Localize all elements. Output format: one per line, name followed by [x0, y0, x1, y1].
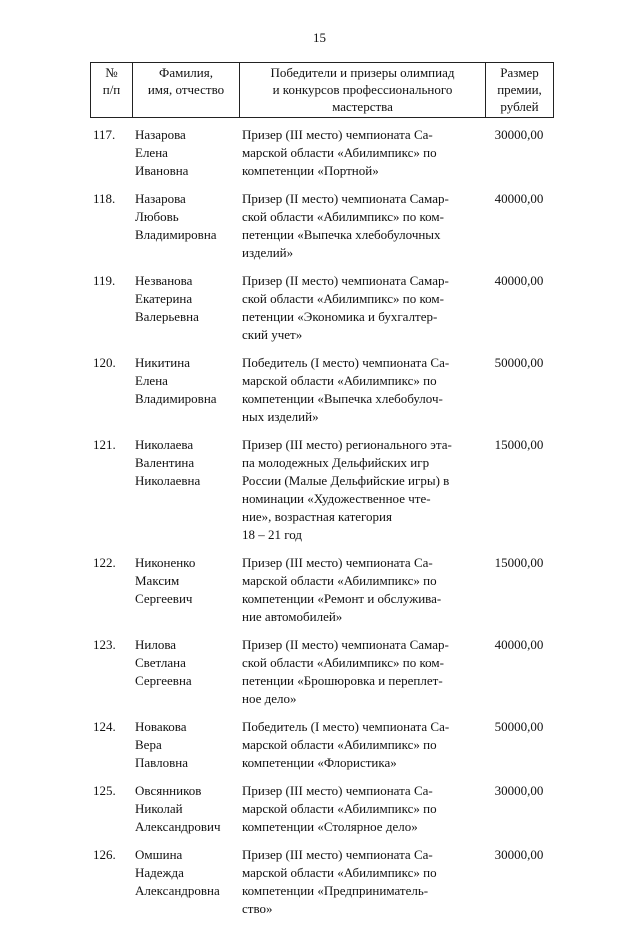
page-number: 15: [313, 30, 326, 45]
row-description: [239, 554, 485, 636]
row-number: 119.: [93, 273, 116, 288]
row-description: [239, 272, 485, 354]
row-amount: 50000,00: [494, 719, 544, 734]
table-row: [90, 272, 553, 354]
row-description: [239, 846, 485, 928]
row-description-line: ской области «Абилимпикс» по ком-: [242, 655, 444, 670]
header-number-line: п/п: [102, 82, 121, 97]
row-number: 125.: [93, 783, 116, 798]
header-description-line: и конкурсов профессионального: [272, 82, 453, 97]
row-description-line: 18 – 21 год: [242, 527, 302, 542]
row-description: [239, 354, 485, 436]
awardees-table: [90, 126, 553, 928]
row-name: [132, 846, 239, 928]
row-description: [239, 436, 485, 554]
row-description-line: Призер (III место) чемпионата Са-: [242, 783, 433, 798]
table-row: [90, 782, 553, 846]
row-amount: 40000,00: [494, 191, 544, 206]
row-name: [132, 354, 239, 436]
row-name: [132, 272, 239, 354]
table-row: [90, 636, 553, 718]
row-name-line: Ивановна: [135, 163, 189, 178]
table-header: [90, 62, 554, 118]
row-number: 117.: [93, 127, 116, 142]
row-name-line: Светлана: [135, 655, 186, 670]
row-description-line: марской области «Абилимпикс» по: [242, 145, 437, 160]
row-description-line: номинации «Художественное чте-: [242, 491, 431, 506]
header-description: [240, 63, 486, 118]
row-description-line: компетенции «Выпечка хлебобулоч-: [242, 391, 443, 406]
header-name-line: Фамилия,: [159, 65, 213, 80]
row-description-line: Победитель (I место) чемпионата Са-: [242, 719, 450, 734]
row-name-line: Александрович: [135, 819, 221, 834]
row-number: 123.: [93, 637, 116, 652]
row-description-line: изделий»: [242, 245, 294, 260]
table-row: [90, 718, 553, 782]
row-number: 121.: [93, 437, 116, 452]
row-description-line: ние», возрастная категория: [242, 509, 392, 524]
row-name-line: Елена: [135, 373, 168, 388]
header-description-line: Победители и призеры олимпиад: [270, 65, 455, 80]
header-amount: [486, 63, 554, 118]
row-amount: 15000,00: [494, 555, 544, 570]
row-description-line: ние автомобилей»: [242, 609, 343, 624]
row-description-line: марской области «Абилимпикс» по: [242, 737, 437, 752]
row-name-line: Незванова: [135, 273, 193, 288]
row-amount: 30000,00: [494, 783, 544, 798]
row-description: [239, 782, 485, 846]
row-name-line: Николай: [135, 801, 183, 816]
row-description-line: компетенции «Флористика»: [242, 755, 397, 770]
row-name-line: Омшина: [135, 847, 183, 862]
header-number-line: №: [105, 65, 118, 80]
row-number: 126.: [93, 847, 116, 862]
row-amount: 30000,00: [494, 847, 544, 862]
row-name-line: Николаевна: [135, 473, 201, 488]
row-description-line: петенции «Экономика и бухгалтер-: [242, 309, 438, 324]
row-description: [239, 190, 485, 272]
row-name: [132, 554, 239, 636]
row-description-line: компетенции «Ремонт и обслужива-: [242, 591, 442, 606]
row-name-line: Владимировна: [135, 391, 217, 406]
header-amount-line: Размер: [500, 65, 539, 80]
header-number: [91, 63, 133, 118]
row-description-line: Призер (II место) чемпионата Самар-: [242, 637, 449, 652]
row-name-line: Сергеевна: [135, 673, 192, 688]
row-number: 120.: [93, 355, 116, 370]
row-name-line: Елена: [135, 145, 168, 160]
row-name: [132, 126, 239, 190]
row-name-line: Никоненко: [135, 555, 196, 570]
table-row: [90, 354, 553, 436]
row-description-line: па молодежных Дельфийских игр: [242, 455, 430, 470]
row-description-line: марской области «Абилимпикс» по: [242, 573, 437, 588]
row-description: [239, 718, 485, 782]
row-name-line: Павловна: [135, 755, 188, 770]
row-description-line: петенции «Выпечка хлебобулочных: [242, 227, 441, 242]
row-description-line: Призер (II место) чемпионата Самар-: [242, 273, 449, 288]
row-amount: 50000,00: [494, 355, 544, 370]
table-row: [90, 190, 553, 272]
row-name-line: Овсянников: [135, 783, 202, 798]
row-description-line: Призер (III место) регионального эта-: [242, 437, 452, 452]
row-description-line: ное дело»: [242, 691, 297, 706]
row-name-line: Валентина: [135, 455, 195, 470]
row-name-line: Новакова: [135, 719, 187, 734]
row-name-line: Надежда: [135, 865, 184, 880]
row-description-line: ных изделий»: [242, 409, 319, 424]
row-description-line: России (Малые Дельфийские игры) в: [242, 473, 450, 488]
row-name: [132, 782, 239, 846]
row-name: [132, 636, 239, 718]
row-description-line: компетенции «Предприниматель-: [242, 883, 429, 898]
row-amount: 15000,00: [494, 437, 544, 452]
row-description: [239, 636, 485, 718]
header-name: [133, 63, 240, 118]
row-name-line: Владимировна: [135, 227, 217, 242]
row-description-line: марской области «Абилимпикс» по: [242, 801, 437, 816]
row-description-line: Призер (III место) чемпионата Са-: [242, 127, 433, 142]
row-name-line: Николаева: [135, 437, 194, 452]
row-description-line: Призер (III место) чемпионата Са-: [242, 555, 433, 570]
header-description-line: мастерства: [332, 99, 393, 114]
row-description-line: компетенции «Столярное дело»: [242, 819, 418, 834]
row-description-line: марской области «Абилимпикс» по: [242, 373, 437, 388]
row-description-line: петенции «Брошюровка и переплет-: [242, 673, 443, 688]
row-description-line: Призер (III место) чемпионата Са-: [242, 847, 433, 862]
header-name-line: имя, отчество: [147, 82, 225, 97]
row-name: [132, 436, 239, 554]
row-name: [132, 190, 239, 272]
row-name-line: Сергеевич: [135, 591, 193, 606]
row-description-line: марской области «Абилимпикс» по: [242, 865, 437, 880]
row-name-line: Максим: [135, 573, 180, 588]
row-name-line: Вера: [135, 737, 162, 752]
row-name-line: Назарова: [135, 127, 186, 142]
row-description-line: Призер (II место) чемпионата Самар-: [242, 191, 449, 206]
row-amount: 30000,00: [494, 127, 544, 142]
row-name-line: Нилова: [135, 637, 177, 652]
row-name-line: Александровна: [135, 883, 220, 898]
row-description-line: ство»: [242, 901, 273, 916]
row-name-line: Любовь: [135, 209, 179, 224]
row-description-line: Победитель (I место) чемпионата Са-: [242, 355, 450, 370]
row-name-line: Екатерина: [135, 291, 193, 306]
header-amount-line: премии,: [497, 82, 542, 97]
row-description-line: ский учет»: [242, 327, 303, 342]
row-amount: 40000,00: [494, 273, 544, 288]
row-description-line: ской области «Абилимпикс» по ком-: [242, 291, 444, 306]
row-number: 122.: [93, 555, 116, 570]
row-name-line: Валерьевна: [135, 309, 199, 324]
row-name-line: Никитина: [135, 355, 190, 370]
row-name-line: Назарова: [135, 191, 186, 206]
row-name: [132, 718, 239, 782]
table-row: [90, 436, 553, 554]
table-row: [90, 126, 553, 190]
row-number: 124.: [93, 719, 116, 734]
row-description-line: компетенции «Портной»: [242, 163, 379, 178]
table-row: [90, 846, 553, 928]
table-row: [90, 554, 553, 636]
row-description-line: ской области «Абилимпикс» по ком-: [242, 209, 444, 224]
row-number: 118.: [93, 191, 116, 206]
header-amount-line: рублей: [500, 99, 539, 114]
row-description: [239, 126, 485, 190]
row-amount: 40000,00: [494, 637, 544, 652]
